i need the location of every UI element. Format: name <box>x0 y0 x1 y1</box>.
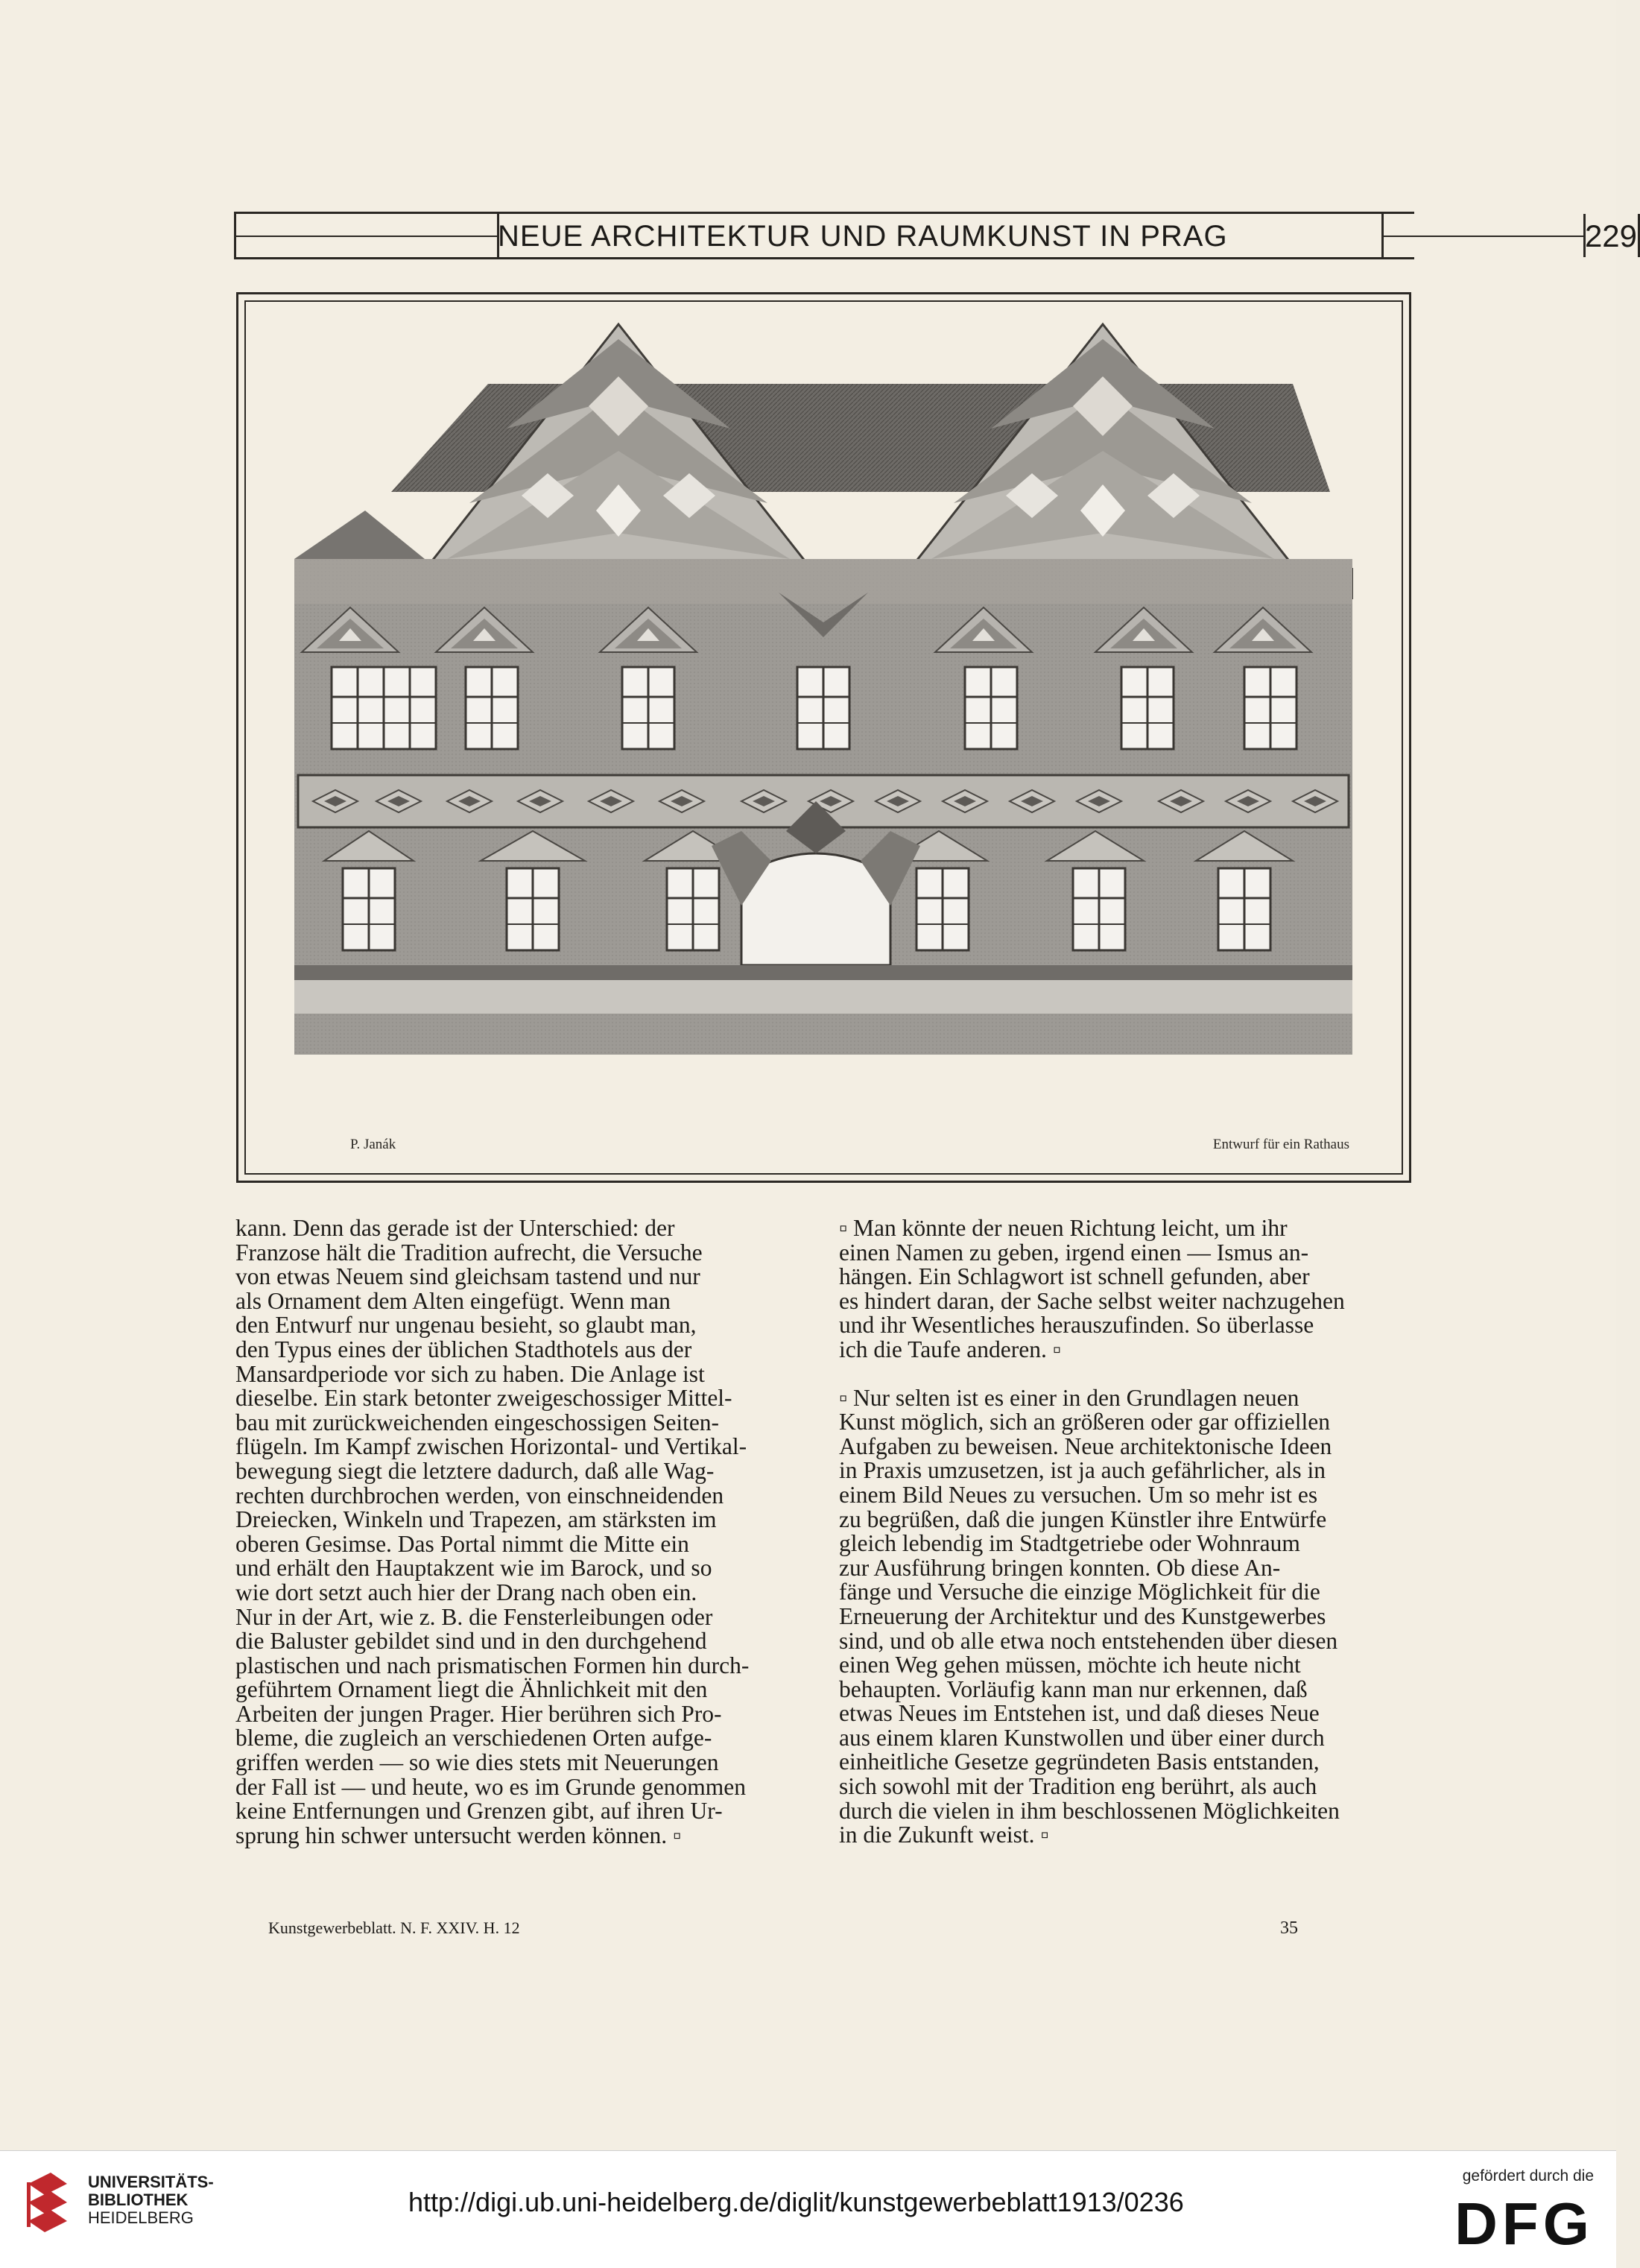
journal-footer: Kunstgewerbeblatt. N. F. XXIV. H. 12 <box>268 1918 520 1937</box>
dfg-logo: DFG <box>1454 2190 1594 2257</box>
text-column-right <box>839 1216 1414 1848</box>
running-header <box>234 212 1638 259</box>
library-name-line: HEIDELBERG <box>88 2208 194 2227</box>
header-rule-left <box>234 214 499 257</box>
paragraph: ▫ Man könnte der neuen Richtung leicht, um ihr einen Namen zu geben, irgend einen — Ismus an- hängen. Ein Schlagwort ist schnell gefunden, aber es hindert daran, der Sache selbst weiter nachzugehen und ihr Wesentliches herauszufinden. So überlasse ich die Taufe anderen. ▫ <box>839 1215 1345 1362</box>
library-name-line: BIBLIOTHEK <box>88 2190 189 2209</box>
side-wing-roof <box>294 511 425 559</box>
header-rule-right <box>1381 214 1586 257</box>
ub-heidelberg-logo-icon <box>21 2169 75 2236</box>
page-number: 229 <box>1584 214 1640 257</box>
permalink-url[interactable]: http://digi.ub.uni-heidelberg.de/diglit/kunstgewerbeblatt1913/0236 <box>408 2187 1184 2217</box>
text-column-left <box>235 1216 811 1848</box>
header-title: NEUE ARCHITEKTUR UND RAUMKUNST IN PRAG <box>498 220 1228 253</box>
town-hall-elevation-drawing <box>294 384 1352 1129</box>
figure-plate <box>236 292 1411 1183</box>
signature-mark: 35 <box>1280 1918 1298 1938</box>
library-name <box>88 2173 214 2227</box>
paragraph: ▫ Nur selten ist es einer in den Grundlagen neuen Kunst möglich, sich an größeren oder gar offiziellen Aufgaben zu beweisen. Neue architektonische Ideen in Praxis umzusetzen, ist ja auch gefährlicher, als in einem Bild Neues zu versuchen. Um so mehr ist es zu begrüßen, daß die jungen Künstler ihre Entwürfe gleich lebendig im Stadtgetriebe oder Wohnraum zur Ausführung bringen konnten. Ob diese An- fänge und Versuche die einzige Möglichkeit für die Erneuerung der Architektur und des Kunstgewerbes sind, und ob alle etwa noch entstehenden über diesen einen Weg gehen müssen, möchte ich heute nicht behaupten. Vorläufig kann man nur erkennen, daß etwas Neues im Entstehen ist, und daß dieses Neue aus einem klaren Kunstwollen und über einer durch einheitliche Gesetze gegründeten Basis entstanden, sich sowohl mit der Tradition eng berührt, als auch durch die vielen in ihm beschlossenen Möglichkeiten in die Zukunft weist. ▫ <box>839 1384 1340 1848</box>
figure-caption-title: Entwurf für ein Rathaus <box>1212 1137 1349 1152</box>
library-footer-bar <box>0 2150 1616 2268</box>
paragraph: kann. Denn das gerade ist der Unterschied: der Franzose hält die Tradition aufrecht, die Versuche von etwas Neuem sind gleichsam tastend und nur als Ornament dem Alten eingefügt. Wenn man den Entwurf nur ungenau besieht, so glaubt man, den Typus eines der üblichen Stadthotels aus der Mansardperiode vor sich zu haben. Die Anlage ist dieselbe. Ein stark betonter zweigeschossiger Mittel- bau mit zurückweichenden eingeschossigen Seiten- flügeln. Im Kampf zwischen Horizontal- und Vertikal- bewegung siegt die letztere dadurch, daß alle Wag- rechten durchbrochen werden, von einschneidenden Dreiecken, Winkeln und Trapezen, am stärksten im oberen Gesimse. Das Portal nimmt die Mitte ein und erhält den Hauptakzent wie im Barock, und so wie dort setzt auch hier der Drang nach oben ein. Nur in der Art, wie z. B. die Fensterleibungen oder die Baluster gebildet sind und in den durchgehend plastischen und nach prismatischen Formen hin durch- geführtem Ornament liegt die Ähnlichkeit mit den Arbeiten der jungen Prager. Hier berühren sich Pro- bleme, die zugleich an verschiedenen Orten aufge- griffen werden — so wie dies stets mit Neuerungen der Fall ist — und heute, wo es im Grunde genommen keine Entfernungen und Grenzen gibt, auf ihren Ur- sprung hin schwer untersucht werden können. ▫ <box>235 1215 750 1848</box>
balcony-ornaments <box>313 790 1337 812</box>
figure-caption-artist: P. Janák <box>350 1137 396 1152</box>
funding-note: gefördert durch die <box>1462 2167 1594 2185</box>
library-name-line: UNIVERSITÄTS- <box>88 2173 214 2191</box>
